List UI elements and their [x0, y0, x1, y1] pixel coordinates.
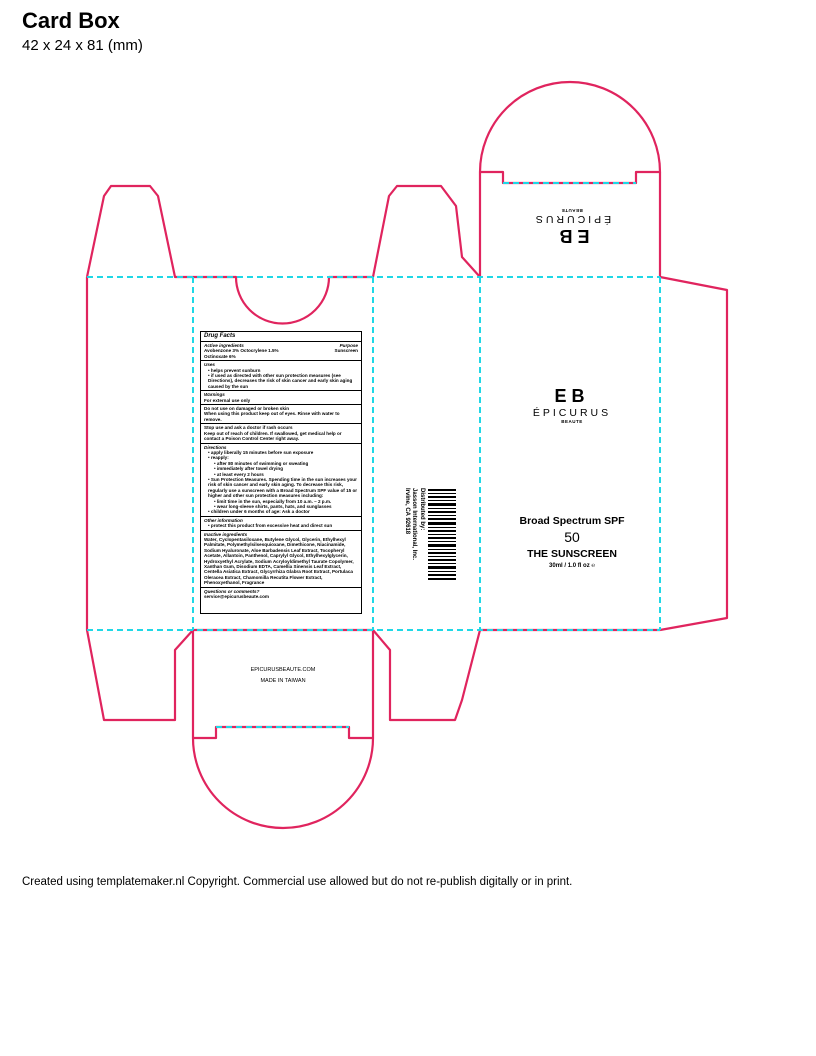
uses-heading: Uses: [204, 362, 215, 368]
warn-line-4: Stop use and ask a doctor if rash occurs: [204, 425, 293, 431]
brand-sub: BEAUTE: [561, 419, 583, 424]
dir-line-5: • at least every 2 hours: [214, 471, 264, 477]
directions-heading: Directions: [204, 444, 227, 450]
purpose-value: Sunscreen: [334, 348, 358, 354]
spf-value: 50: [564, 529, 580, 545]
uses-line-1: • helps prevent sunburn: [208, 367, 261, 373]
top-lid-brand: [480, 208, 664, 246]
page-title: Card Box: [22, 8, 120, 33]
footer-copyright: Created using templatemaker.nl Copyright. Commercial use allowed but do not re-publish digitally or in print.: [22, 876, 573, 888]
brand-sub: BEAUTE: [561, 208, 583, 213]
bottom-panel-text: [193, 665, 373, 687]
product-name: THE SUNSCREEN: [527, 548, 617, 560]
cut-lines: [87, 82, 727, 828]
questions: Questions or comments?: [204, 588, 260, 594]
front-product-info: [480, 515, 664, 569]
back-top-flap-cut: [193, 277, 373, 324]
warn-line-2: Do not use on damaged or broken skin: [204, 406, 289, 412]
box-dimensions: 42 x 24 x 81 (mm): [22, 37, 143, 54]
warnings-heading: Warnings: [204, 392, 225, 398]
volume: 30ml / 1.0 fl oz ℮: [549, 563, 595, 569]
spf-label: Broad Spectrum SPF: [519, 515, 625, 527]
dir-line-3: • after 80 minutes of swimming or sweating: [214, 460, 309, 466]
other-line-1: • protect this product from excessive heat and direct sun: [208, 523, 333, 529]
left-panel-cut: [87, 186, 193, 720]
made-in: MADE IN TAIWAN: [260, 678, 306, 684]
right-side-panel-cut: [373, 186, 480, 720]
inactive-text: Water, Cyclopentasiloxane, Butylene Glycol, Glycerin, Ethylhexyl Palmitate, Polymethylsilsesquioxane, Dimethicone, Niacinamide, Sodium Hyaluronate, Aloe Barbadensis Leaf Extract, Tocopheryl Acetate, Allantoin, Panthenol, Caprylyl Glycol, Ethylhexylglycerin, Hydroxyethyl Acrylate, Sodium Acryloyldimethyl Taurate Copolymer, Xanthan Gum, Disodium EDTA, Camellia Sinensis Leaf Extract, Centella Asiatica Extract, Glycyrrhiza Glabra Root Extract, Portulaca Oleracea Extract, Chamomilla Recutita Flower Extract, Phenoxyethanol, Fragrance: [204, 537, 354, 586]
dir-line-1: • apply liberally 15 minutes before sun exposure: [208, 449, 314, 455]
distributor-block: [385, 488, 425, 598]
warn-line-5: Keep out of reach of children. If swallowed, get medical help or contact a Poison Control Center right away.: [204, 430, 342, 442]
dir-line-6: • Sun Protection Measures. Spending time in the sun increases your risk of skin cancer and early skin aging. To decrease this risk, regularly use a sunscreen with a Broad Spectrum SPF value of 15 or higher and other sun protection measures including:: [208, 476, 358, 499]
active-line-2: Octinoxate 6%: [204, 353, 236, 359]
dir-line-4: • immediately after towel drying: [214, 466, 284, 472]
inactive-heading: Inactive ingredients: [204, 531, 248, 537]
dir-line-7: • limit time in the sun, especially from 10 a.m. – 2 p.m.: [214, 498, 332, 504]
dir-line-9: • children under 6 months of age: Ask a doctor: [208, 509, 310, 515]
brand-mark: EB: [554, 386, 590, 406]
warn-line-1: For external use only: [204, 397, 251, 403]
active-heading: Active ingredients: [204, 343, 244, 348]
front-panel-brand: [480, 386, 664, 424]
glue-flap-cut: [660, 277, 727, 630]
distributor-line-1: Distributed by:: [419, 488, 425, 531]
dir-line-8: • wear long-sleeve shirts, pants, hats, and sunglasses: [214, 503, 332, 509]
distributor-line-2: Jasson International, Inc.: [411, 488, 418, 561]
distributor-line-3: Irvine, CA 92618: [404, 488, 410, 535]
other-info-heading: Other information: [204, 517, 243, 523]
website: EPICURUSBEAUTE.COM: [250, 667, 316, 673]
active-line-1: Avobenzone 3% Octocrylene 1.5%: [204, 348, 279, 354]
brand-name: ÉPICURUS: [532, 407, 612, 419]
purpose-heading: Purpose: [339, 343, 358, 348]
brand-name: ÉPICURUS: [532, 213, 612, 225]
drug-facts-title: Drug Facts: [204, 333, 236, 339]
contact-email: service@epicurusbeaute.com: [204, 594, 269, 600]
uses-line-2: • if used as directed with other sun protection measures (see Directions), decreases the risk of skin cancer and early skin aging caused by the sun: [208, 373, 353, 389]
drug-facts-panel: [200, 331, 362, 614]
dir-line-2: • reapply:: [208, 455, 229, 461]
brand-mark: EB: [554, 226, 590, 246]
barcode: [428, 489, 456, 581]
warn-line-3: When using this product keep out of eyes. Rinse with water to remove.: [204, 411, 340, 422]
bottom-lid-cut: [193, 630, 373, 828]
top-lid-cut: [480, 82, 660, 277]
